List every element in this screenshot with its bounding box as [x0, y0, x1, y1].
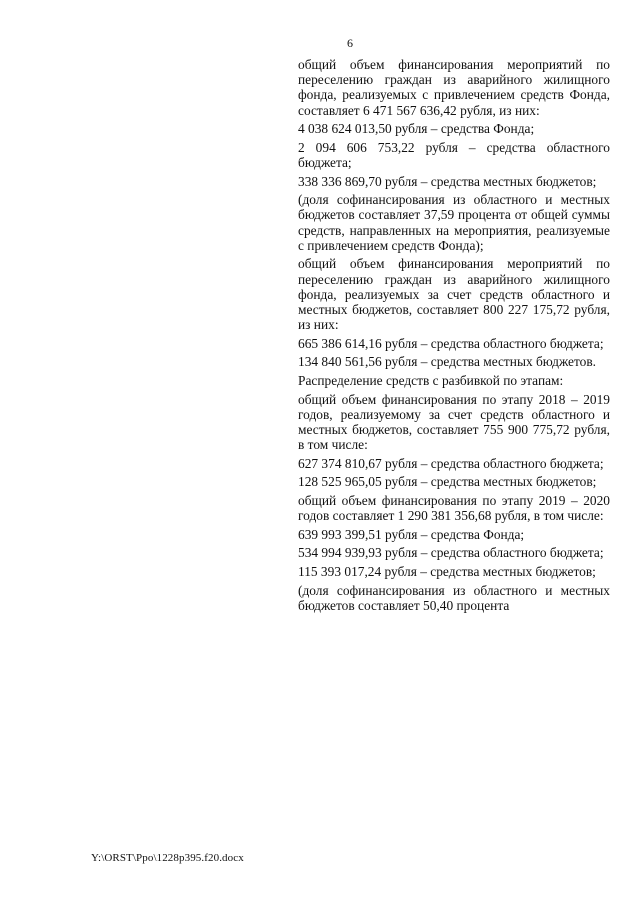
document-body — [298, 57, 610, 616]
paragraph-stage-2019-fund: 639 993 399,51 рубля – средства Фонда; — [298, 526, 525, 542]
paragraph-fund-total: общий объем финансирования мероприятий по переселению граждан из аварийного жилищного фонда, реализуемых с привлечением средств Фонда, составляет 6 471 567 636,42 рубля, из них: — [298, 57, 610, 118]
paragraph-fund-share: 4 038 624 013,50 рубля – средства Фонда; — [298, 121, 535, 137]
paragraph-local-share: 338 336 869,70 рубля – средства местных бюджетов; — [298, 173, 597, 189]
paragraph-stage-2019-regional: 534 994 939,93 рубля – средства областного бюджета; — [298, 545, 604, 561]
page-number: 6 — [347, 36, 353, 50]
paragraph-stage-2019-cofinancing: (доля софинансирования из областного и местных бюджетов составляет 50,40 процента — [298, 582, 610, 613]
paragraph-budget-regional: 665 386 614,16 рубля – средства областного бюджета; — [298, 335, 604, 351]
paragraph-stage-2018-local: 128 525 965,05 рубля – средства местных бюджетов; — [298, 474, 597, 490]
paragraph-stages-heading: Распределение средств с разбивкой по этапам: — [298, 372, 564, 388]
paragraph-regional-share: 2 094 606 753,22 рубля – средства областного бюджета; — [298, 139, 610, 170]
paragraph-stage-2018-total: общий объем финансирования по этапу 2018 – 2019 годов, реализуемому за счет средств областного и местных бюджетов, составляет 755 900 775,72 рубля, в том числе: — [298, 391, 610, 453]
paragraph-budget-total: общий объем финансирования мероприятий по переселению граждан из аварийного жилищного фонда, реализуемых за счет средств областного и местных бюджетов, составляет 800 227 175,72 рубля, из них: — [298, 256, 610, 333]
footer-file-path: Y:\ORST\Ppo\1228p395.f20.docx — [91, 852, 244, 864]
paragraph-stage-2019-total: общий объем финансирования по этапу 2019 – 2020 годов составляет 1 290 381 356,68 рубля, в том числе: — [298, 492, 610, 524]
paragraph-cofinancing-note: (доля софинансирования из областного и местных бюджетов составляет 37,59 процента от общей суммы средств, направленных на мероприятия, реализуемые с привлечением средств Фонда); — [298, 192, 610, 253]
paragraph-budget-local: 134 840 561,56 рубля – средства местных бюджетов. — [298, 354, 596, 370]
paragraph-stage-2018-regional: 627 374 810,67 рубля – средства областного бюджета; — [298, 455, 604, 471]
paragraph-stage-2019-local: 115 393 017,24 рубля – средства местных бюджетов; — [298, 563, 596, 579]
